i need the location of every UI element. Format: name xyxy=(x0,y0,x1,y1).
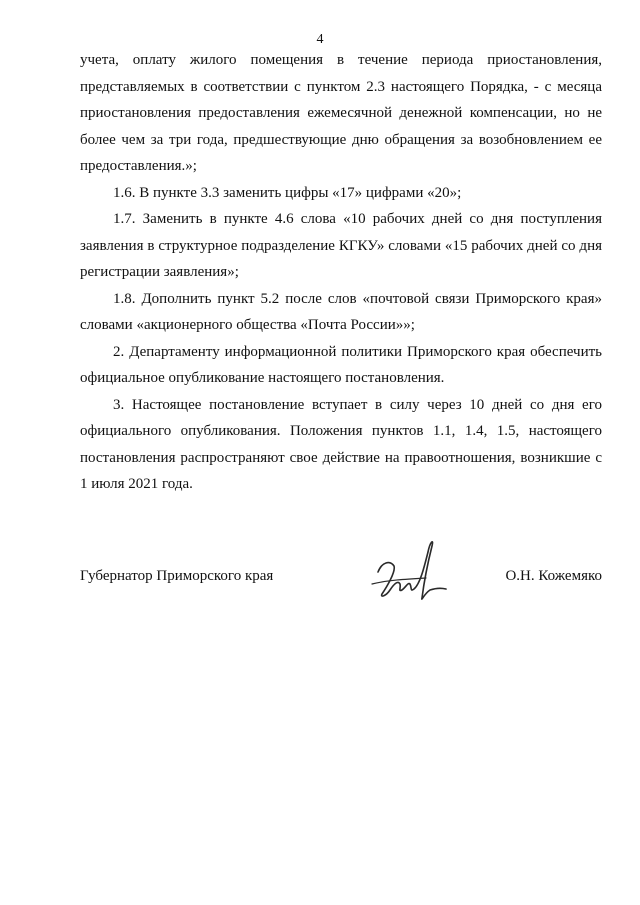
paragraph-1-6: 1.6. В пункте 3.3 заменить цифры «17» цифрами «20»; xyxy=(113,184,462,201)
signer-name: О.Н. Кожемяко xyxy=(505,568,602,584)
paragraph-2: 2. Департаменту информационной политики Приморского края обеспечить официальное опубликование настоящего постановления. xyxy=(80,343,602,386)
paragraph-1-8: 1.8. Дополнить пункт 5.2 после слов «почтовой связи Приморского края» словами «акционерного общества «Почта России»»; xyxy=(80,290,602,333)
page-number: 4 xyxy=(316,32,324,47)
signature-block xyxy=(80,568,602,608)
paragraph-continuation: учета, оплату жилого помещения в течение периода приостановления, представляемых в соответствии с пунктом 2.3 настоящего Порядка, - с месяца приостановления предоставления ежемесячной денежной компенсации, но не более чем за три года, предшествующие дню обращения за возобновлением ее предоставления.»; xyxy=(80,52,602,174)
document-body xyxy=(80,47,602,498)
paragraph-1-7: 1.7. Заменить в пункте 4.6 слова «10 рабочих дней со дня поступления заявления в структурное подразделение КГКУ» словами «15 рабочих дней со дня регистрации заявления»; xyxy=(80,211,602,280)
paragraph-3: 3. Настоящее постановление вступает в силу через 10 дней со дня его официального опубликования. Положения пунктов 1.1, 1.4, 1.5, настоящего постановления распространяют свое действие на правоотношения, возникшие с 1 июля 2021 года. xyxy=(80,396,602,492)
signer-position: Губернатор Приморского края xyxy=(80,568,274,584)
